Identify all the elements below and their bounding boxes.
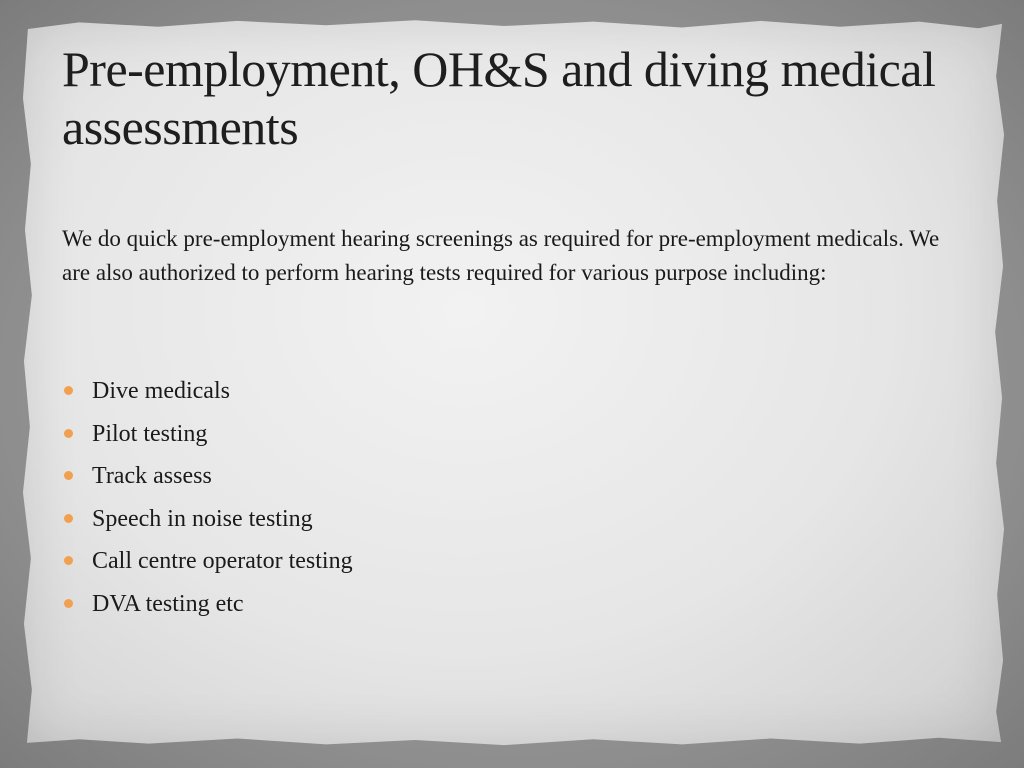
bullet-icon	[64, 556, 73, 565]
list-item	[62, 455, 353, 498]
bullet-icon	[64, 429, 73, 438]
list-item-label: Dive medicals	[92, 378, 230, 404]
bullet-icon	[64, 471, 73, 480]
list-item	[62, 498, 353, 541]
slide-title: Pre-employment, OH&S and diving medical assessments	[62, 41, 936, 155]
list-item	[62, 540, 353, 583]
list-item-label: Speech in noise testing	[92, 505, 313, 532]
list-item-label: Pilot testing	[92, 420, 208, 447]
list-item	[62, 413, 353, 456]
list-item-label: Track assess	[92, 463, 212, 490]
list-item-label: Call centre operator testing	[92, 548, 353, 575]
bullet-list	[62, 370, 353, 626]
bullet-icon	[64, 599, 73, 608]
list-item	[62, 370, 353, 413]
list-item-label: DVA testing etc	[92, 590, 244, 617]
intro-paragraph: We do quick pre-employment hearing screenings as required for pre-employment medicals. We are also authorized to perform hearing tests required for various purpose including:	[62, 226, 940, 285]
bullet-icon	[64, 386, 73, 395]
list-item	[62, 583, 353, 626]
bullet-icon	[64, 514, 73, 523]
